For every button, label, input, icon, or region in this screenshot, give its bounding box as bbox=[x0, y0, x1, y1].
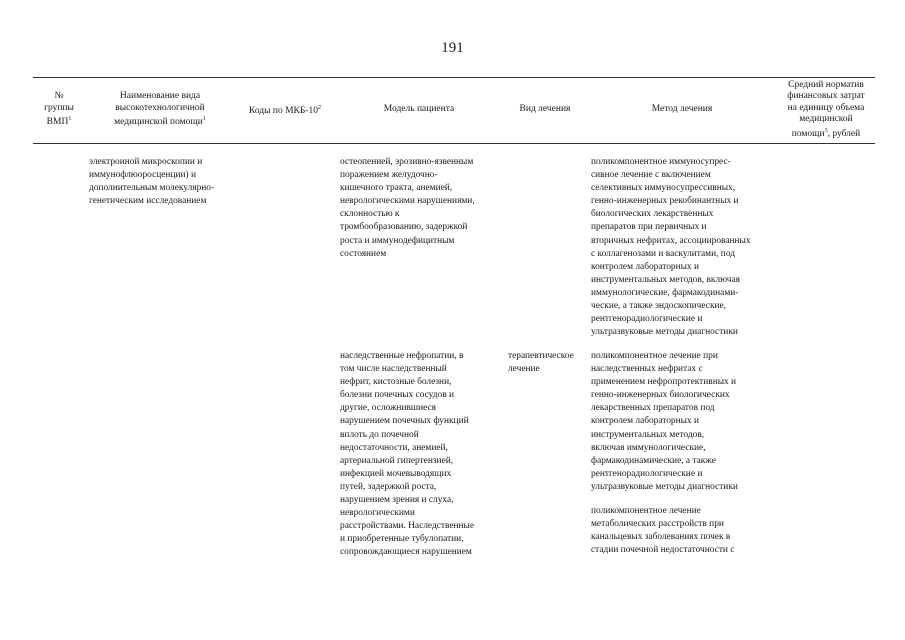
table-header-rule bbox=[33, 143, 875, 144]
row1-care-type-name: электроиной микроскопии и иммунофлюоросценции) и дополнительным молекулярно- генетическим исследованием bbox=[89, 157, 215, 207]
row1-patient-model: остеопенией, эрозивно-язвенным поражением желудочно- кишечного тракта, анемией, неврологическими нарушениями, склонностью к тромбообразованию, задержкой роста и иммунодефицитным состоянием bbox=[340, 157, 475, 259]
row2-treatment-method-b: поликомпонентное лечение метаболических расстройств при канальцевых заболеваниях почек в стадии почечной недостаточности с bbox=[591, 506, 735, 556]
header-care-type-name: Наименование вида высокотехнологичной медицинской помощи$^1$ bbox=[114, 91, 206, 128]
row2-patient-model: наследственные нефропатии, в том числе наследственный нефрит, кистозные болезни, болезни почечных сосудов и другие, осложнившиеся нарушением почечных функций вплоть до почечной недостаточности, анемией, артериальной гипертензией, инфекцией мочевыводящих путей, задержкой роста, нарушением зрения и слуха, неврологическими расстройствами. Наследственные и приобретенные тубулопатии, сопровождающиеся нарушением bbox=[340, 351, 474, 558]
row2-treatment-type: терапевтическое лечение bbox=[508, 351, 574, 375]
header-treatment-type: Вид лечения bbox=[519, 104, 571, 115]
header-average-cost: Средний норматив финансовых затрат на единицу объема медицинской помощи$^3$, рублей bbox=[787, 79, 865, 139]
page-number: 191 bbox=[441, 40, 464, 56]
table-top-rule bbox=[33, 77, 875, 78]
row1-treatment-method: поликомпонентное иммуносупрес- сивное лечение с включением селективных иммуносупрессивных, генно-инженерных рекобинантных и биологических лекарственных препаратов при первичных и вторичных нефритах, ассоциированных с коллагенозами и васкулитами, под контролем лабораторных и инструментальных методов, включая иммунологические, фармакодинами- ческие, а также эндоскопические, рентгенорадиологические и ультразвуковые методы диагностики bbox=[591, 157, 751, 338]
header-group-number: № группы ВМП$^1$ bbox=[44, 91, 74, 128]
header-icd-codes: Коды по МКБ-$10^2$ bbox=[248, 104, 322, 116]
header-patient-model: Модель пациента bbox=[383, 104, 455, 115]
header-treatment-method: Метод лечения bbox=[651, 104, 713, 115]
row2-treatment-method-a: поликомпонентное лечение при наследственных нефритах с применением нефропротективных и генно-инженерных биологических лекарственных препаратов под контролем лабораторных и инструментальных методов, включая иммунологические, фармакодинамические, а также рентгенорадиологические и ультразвуковые методы диагностики bbox=[591, 351, 738, 492]
